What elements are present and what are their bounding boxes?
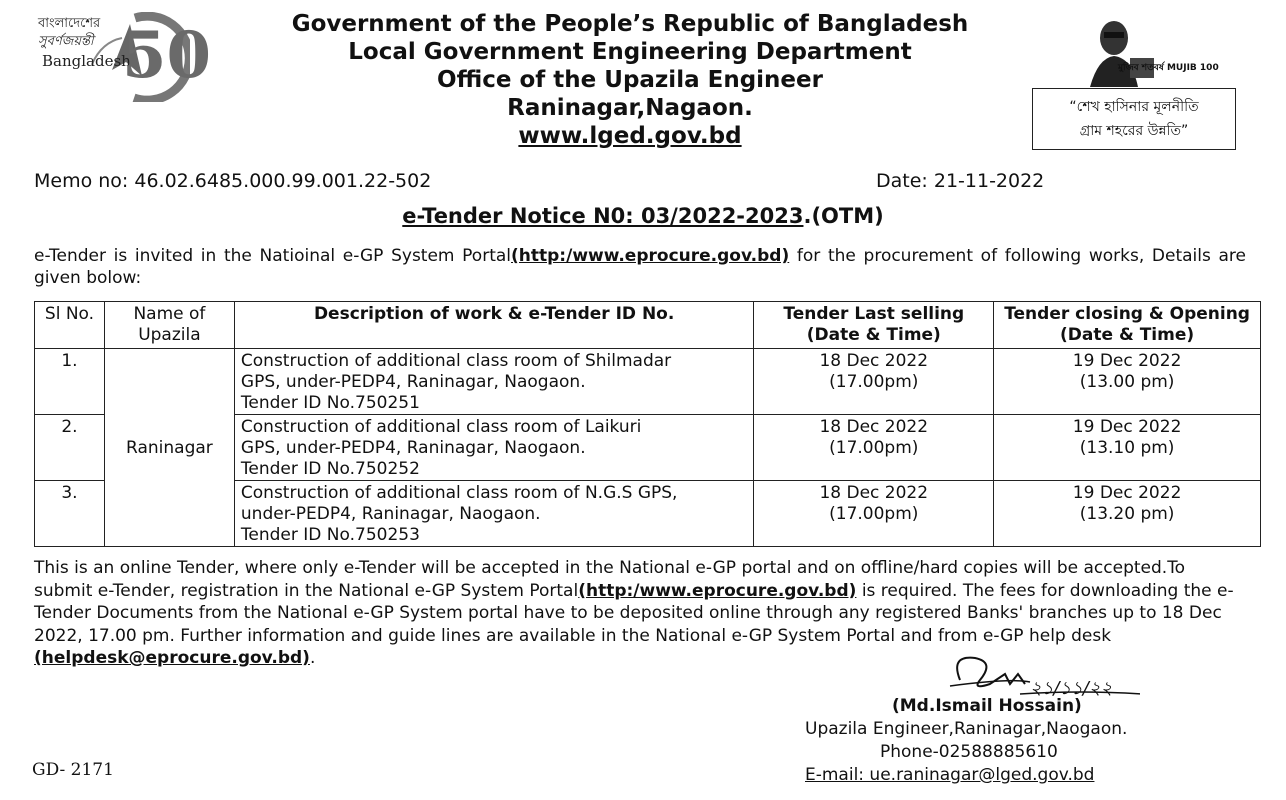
row-desc-line1: Construction of additional class room of Shilmadar: [240, 351, 672, 371]
col-header-sl: Sl No.: [35, 302, 105, 349]
row-selling: [754, 415, 994, 481]
row-desc-line2: under-PEDP4, Raninagar, Naogaon.: [240, 504, 541, 524]
row-selling: [754, 349, 994, 415]
notice-title-suffix: .(OTM): [803, 204, 884, 228]
row-sell-date: 18 Dec 2022: [819, 417, 929, 437]
row-close-time: (13.10 pm): [1079, 438, 1175, 458]
notice-title-main: e-Tender Notice N0: 03/2022-2023: [402, 204, 804, 228]
terms-text-3: .: [309, 648, 316, 668]
logo-country: Bangladesh: [42, 52, 131, 70]
row-sell-date: 18 Dec 2022: [819, 483, 929, 503]
row-close-date: 19 Dec 2022: [1072, 483, 1182, 503]
notice-title: [0, 204, 1286, 228]
tender-table: [34, 301, 1261, 547]
motto-line1: “শেখ হাসিনার মূলনীতি: [1069, 99, 1199, 115]
intro-text-2: for the procurement of following works, Details are given bolow:: [34, 246, 1247, 288]
mujib-label-bangla: মুজিব শতবর্ষ: [1118, 63, 1164, 73]
signatory-name: (Md.Ismail Hossain): [892, 696, 1082, 716]
row-close-date: 19 Dec 2022: [1072, 417, 1182, 437]
row-tender-id: Tender ID No.750251: [240, 393, 420, 413]
header-government: Government of the People’s Republic of Bangladesh: [291, 11, 969, 37]
mujib-100: MUJIB 100: [1166, 63, 1219, 73]
row-sl: 3.: [35, 481, 105, 547]
intro-text-1: e-Tender is invited in the Natioinal e-GP System Portal: [34, 246, 512, 266]
eprocure-link-footer[interactable]: (http:/www.eprocure.gov.bd): [578, 580, 857, 601]
row-tender-id: Tender ID No.750252: [240, 459, 420, 479]
header-office: Office of the Upazila Engineer: [437, 67, 823, 93]
eprocure-link[interactable]: (http:/www.eprocure.gov.bd): [511, 246, 790, 266]
signatory-designation: Upazila Engineer,Raninagar,Naogaon.: [805, 719, 1128, 739]
row-sl: 1.: [35, 349, 105, 415]
col-header-closing: Tender closing & Opening (Date & Time): [994, 302, 1261, 349]
motto-line2: গ্রাম শহরের উন্নতি”: [1079, 123, 1189, 139]
row-closing: [994, 481, 1261, 547]
row-sell-date: 18 Dec 2022: [819, 351, 929, 371]
upazila-name: Raninagar: [104, 349, 234, 547]
notice-date: Date: 21-11-2022: [876, 170, 1045, 192]
golden-jubilee-logo: [30, 12, 212, 102]
signatory-email-link[interactable]: E-mail: ue.raninagar@lged.gov.bd: [805, 765, 1095, 785]
row-sell-time: (17.00pm): [829, 438, 919, 458]
row-sell-time: (17.00pm): [829, 372, 919, 392]
row-desc-line2: GPS, under-PEDP4, Raninagar, Naogaon.: [240, 438, 586, 458]
col-header-description: Description of work & e-Tender ID No.: [234, 302, 753, 349]
terms-text-2: is required. The fees for downloading the e-Tender Documents from the National e-GP System portal have to be deposited online through any registered Banks' branches up to 18 Dec 2022, 17.00 pm. Further information and guide lines are available in the National e-GP System Portal and from e-GP help desk: [34, 580, 1234, 646]
col-header-upazila: Name of Upazila: [104, 302, 234, 349]
helpdesk-email-link[interactable]: (helpdesk@eprocure.gov.bd): [34, 648, 310, 668]
signature-date: ২১/১১/২২: [1030, 678, 1113, 699]
mujib-label: [1118, 60, 1219, 75]
row-description: [234, 481, 753, 547]
gd-number: GD- 2171: [32, 760, 114, 780]
signatory-phone: Phone-02588885610: [880, 742, 1058, 762]
row-selling: [754, 481, 994, 547]
motto-box: [1032, 88, 1236, 150]
row-close-date: 19 Dec 2022: [1072, 351, 1182, 371]
header-website-link[interactable]: www.lged.gov.bd: [518, 123, 742, 149]
signature-block: [800, 695, 1180, 787]
table-header-row: [35, 302, 1261, 349]
row-sl: 2.: [35, 415, 105, 481]
row-desc-line1: Construction of additional class room of N.G.S GPS,: [240, 483, 678, 503]
header-department: Local Government Engineering Department: [348, 39, 912, 65]
memo-number: Memo no: 46.02.6485.000.99.001.22-502: [34, 170, 432, 192]
table-row: [35, 349, 1261, 415]
terms-text-1: This is an online Tender, where only e-Tender will be accepted in the National e-GP portal and on offline/hard copies will be accepted.To submit e-Tender, registration in the National e-GP System Portal: [34, 558, 1186, 601]
row-description: [234, 415, 753, 481]
row-tender-id: Tender ID No.750253: [240, 525, 420, 545]
logo-number: 50: [122, 18, 212, 93]
mujib-portrait-logo: [1082, 12, 1172, 87]
col-header-selling: Tender Last selling (Date & Time): [754, 302, 994, 349]
row-desc-line1: Construction of additional class room of Laikuri: [240, 417, 642, 437]
row-close-time: (13.20 pm): [1079, 504, 1175, 524]
row-sell-time: (17.00pm): [829, 504, 919, 524]
row-closing: [994, 415, 1261, 481]
intro-paragraph: [34, 245, 1246, 289]
row-description: [234, 349, 753, 415]
header-location: Raninagar,Nagaon.: [507, 95, 753, 121]
row-close-time: (13.00 pm): [1079, 372, 1175, 392]
row-closing: [994, 349, 1261, 415]
logo-bangla-line1: বাংলাদেশের: [38, 16, 101, 31]
letterhead: [230, 10, 1030, 150]
logo-bangla-line2: সুবর্ণজয়ন্তী: [38, 34, 94, 49]
row-desc-line2: GPS, under-PEDP4, Raninagar, Naogaon.: [240, 372, 586, 392]
